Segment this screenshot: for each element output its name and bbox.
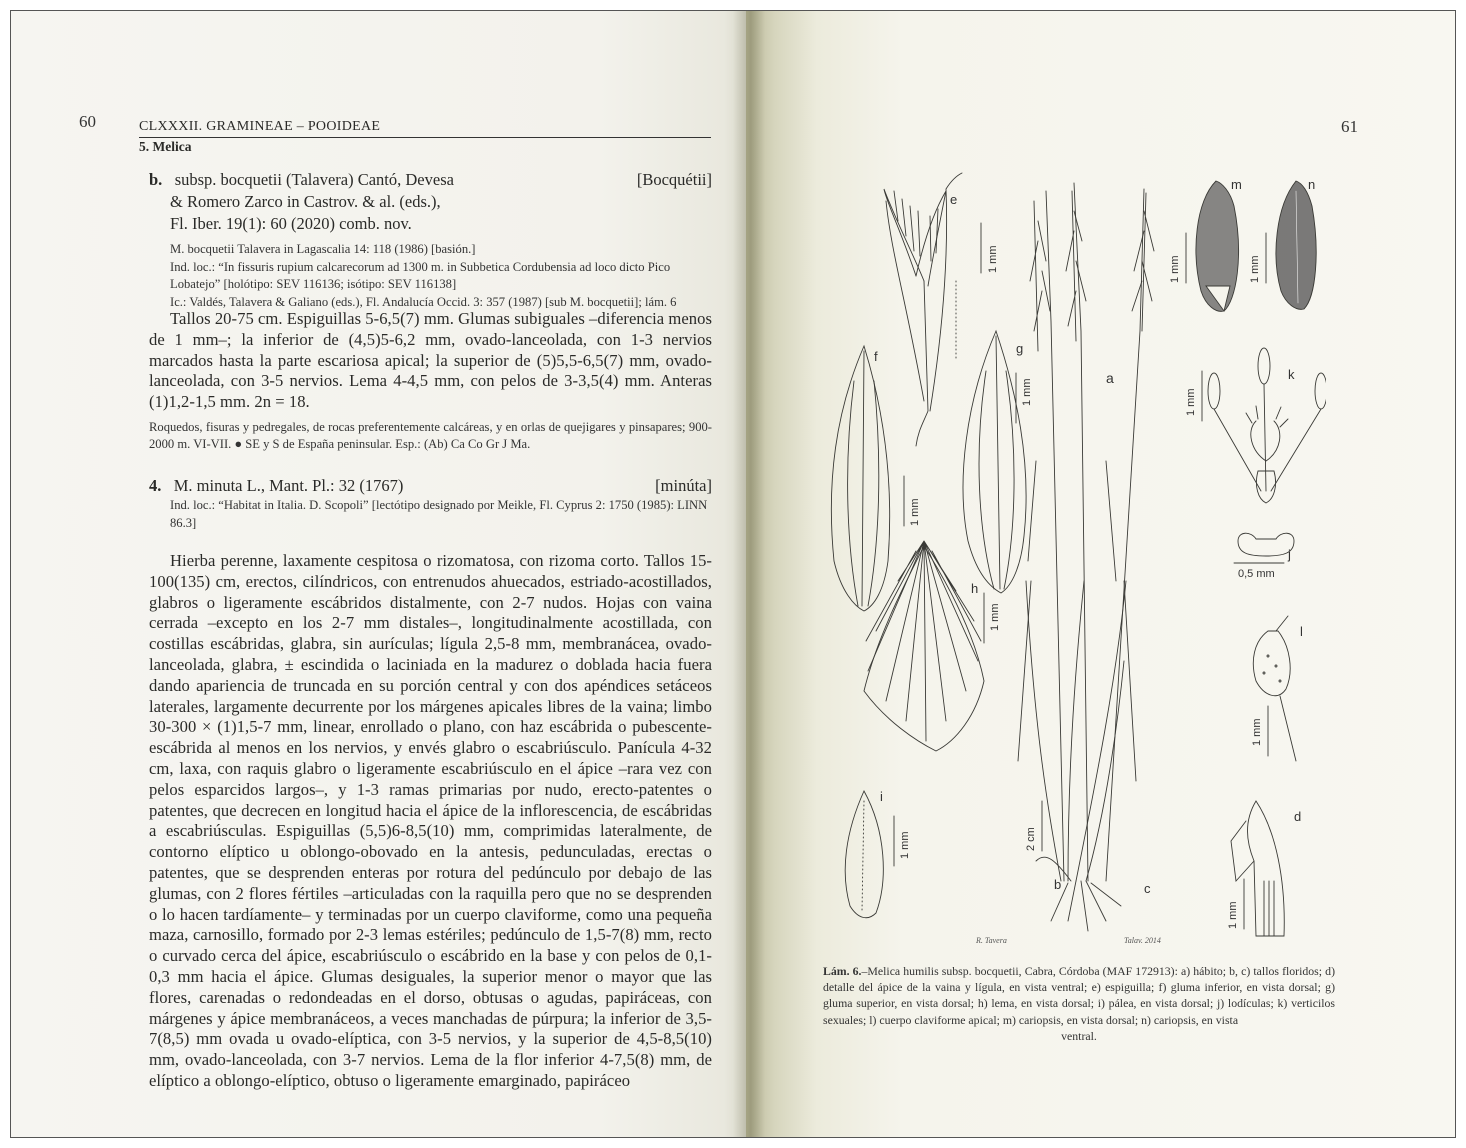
figure-m-caryopsis	[1196, 181, 1239, 311]
figure-label-c: c	[1144, 881, 1151, 896]
taxon-heading	[149, 169, 712, 191]
caption-text: –Melica humilis subsp. bocquetii, Cabra, Córdoba (MAF 172913): a) hábito; b, c) tallos floridos; d) detalle del ápice de la vaina y lígula, en vista ventral; e) espiguilla; f) gluma inferior, en vista dorsal; g) gluma superior, en vista dorsal; h) lema, en vista dorsal; i) pálea, en vista dorsal; j) lodículas; k) verticilos sexuales; l) cuerpo claviforme apical; m) cariopsis, en vista dorsal; n) cariopsis, en vista	[823, 964, 1335, 1027]
taxon-authors: & Romero Zarco in Castrov. & al. (eds.),	[170, 192, 441, 211]
figure-label-k: k	[1288, 367, 1295, 382]
scale-label: 1 mm	[1021, 378, 1033, 406]
caption-last-line: ventral.	[1061, 1028, 1097, 1043]
figure-e-spikelet	[884, 173, 962, 446]
figure-label-f: f	[874, 349, 878, 364]
genus-subhead: 5. Melica	[139, 139, 192, 154]
scale-label: 1 mm	[1227, 901, 1239, 929]
taxon-name: M. minuta L., Mant. Pl.: 32 (1767)	[173, 476, 404, 495]
figure-caption	[823, 963, 1335, 1044]
figure-h-lema	[864, 541, 984, 751]
figure-label-b: b	[1054, 877, 1062, 892]
figure-label-m: m	[1231, 177, 1242, 192]
page-number-right: 61	[1341, 117, 1358, 136]
description-paragraph: Tallos 20-75 cm. Espiguillas 5-6,5(7) mm. Glumas subiguales –diferencia menos de 1 mm–; la inferior de (4,5)5-6,2 mm, ovado-lanceolada, con 1-3 nervios marcados hasta la parte escariosa apical; la superior de (5)5,5-6,5(7) mm, ovado-lanceolada, con 3-5 nervios. Lema 4-4,5 mm, con pelos de 3-3,5(4) mm. Anteras (1)1,2-1,5 mm. 2n = 18.	[149, 309, 712, 412]
ecology-paragraph: Roquedos, fisuras y pedregales, de rocas preferentemente calcáreas, y en orlas de quejigares y pinsapares; 900-2000 m. VI-VII. ● SE y S de España peninsular. Esp.: (Ab) Ca Co Gr J Ma.	[149, 419, 712, 451]
subspecies-description	[149, 309, 712, 453]
subspecies-entry	[149, 169, 712, 311]
book-spread	[10, 10, 1456, 1138]
description-paragraph: Hierba perenne, laxamente cespitosa o rizomatosa, con rizoma corto. Tallos 15-100(135) cm, erectos, cilíndricos, con entrenudos ahuecados, estriado-acostillados, glabros o ligeramente escábridos distalmente, con 2-7 nudos. Hojas con vaina cerrada –excepto en los 2-7 mm distales–, longitudinalmente acostillada, con costillas escábridas, glabra, sin aurículas; lígula 2,5-8 mm, membranácea, ovado-lanceolada, glabra, ± escindida o laciniada en la madurez o doblada hacia fuera dando apariencia de truncada en su porción central y con dos apéndices setáceos laterales, largamente decurrente por los márgenes apicales libres de la vaina; limbo 30-300 × (1)1,5-7 mm, linear, enrollado o plano, con haz escábrida o pubescente-escábrida al menos en los nervios, y envés glabro o escabriúsculo. Panícula 4-32 cm, laxa, con raquis glabro o ligeramente escabriúsculo en el ápice –rara vez con pelos esparcidos largos–, y 1-3 ramas primarias por nudo, erecto-patentes o patentes, que decrecen en longitud hacia el ápice de la inflorescencia, de escábridas a escabriúsculas. Espiguillas (5,5)6-8,5(10) mm, comprimidas lateralmente, de contorno elíptico u oblongo-obovado en la antesis, pedunculadas, erectas o patentes, que se desprenden enteras por rotura del pedúnculo por debajo de las glumas, con 2 flores fértiles –articuladas con la raquilla pero que no se desprenden o lo hacen tardíamente– y terminadas por un cuerpo claviforme, como una pequeña maza, carnosillo, formado por 2-3 lemas estériles; pedúnculo de 1,5-7(8) mm, recto o curvado cerca del ápice, escabriúsculo o escábrido en la base y con pelos de 0,1-0,3 mm hacia el ápice. Glumas desiguales, la superior menor o mayor que las flores, carenadas o redondeadas en el dorso, obtusas o agudas, papiráceas, con márgenes y ápice membranáceos, a veces manchadas de púrpura; la inferior de 3,5-7(8,5) mm ovada u ovado-elíptica, con 3-5 nervios, y la superior de 4,5-8,5(10) mm, ovado-lanceolada, con 3-7 nervios. Lema de la flor inferior 4-7,5(8) mm, de elíptico a oblongo-elíptico, obtuso o ligeramente emarginado, papiráceo	[149, 551, 712, 1090]
scale-label: 1 mm	[989, 603, 1001, 631]
left-page	[11, 11, 746, 1137]
figure-label-i: i	[880, 789, 883, 804]
page-number-left: 60	[79, 112, 96, 131]
scale-label: 2 cm	[1025, 827, 1037, 851]
figure-a-habit	[1018, 183, 1154, 931]
type-locality: Ind. loc.: “In fissuris rupium calcarecorum ad 1300 m. in Subbetica Cordubensia ad loco dicto Pico Lobatejo” [holótipo: SEV 116136; isótipo: SEV 116138]	[170, 259, 671, 291]
figure-i-palea	[845, 791, 883, 918]
basionym-ref: M. bocquetii Talavera in Lagascalia 14: 118 (1986) [basión.]	[170, 242, 476, 256]
figure-label-a: a	[1106, 370, 1114, 386]
running-head: CLXXXII. GRAMINEAE – POOIDEAE	[139, 117, 711, 138]
scale-label: 1 mm	[1185, 388, 1197, 416]
figure-label-h: h	[971, 581, 979, 596]
iconography-ref: Ic.: Valdés, Talavera & Galiano (eds.), Fl. Andalucía Occid. 3: 357 (1987) [sub M. bocquetii]; lám. 6	[170, 294, 677, 309]
etymology: [minúta]	[655, 476, 712, 495]
scale-label: 1 mm	[1251, 718, 1263, 746]
scale-label: 0,5 mm	[1238, 568, 1275, 580]
scale-label: 1 mm	[1249, 255, 1261, 283]
figure-label-j: j	[1288, 547, 1291, 562]
illustrator-signature: R. Tavera	[976, 936, 1007, 945]
figure-label-d: d	[1294, 809, 1302, 824]
taxon-heading	[149, 475, 712, 497]
type-locality: Ind. loc.: “Habitat in Italia. D. Scopoli” [lectótipo designado por Meikle, Fl. Cyprus 2: 1750 (1985): LINN 86.3]	[170, 498, 708, 530]
illustrator-signature: Talav. 2014	[1124, 936, 1161, 945]
taxon-publication: Fl. Iber. 19(1): 60 (2020) comb. nov.	[170, 214, 412, 233]
scale-label: 1 mm	[1169, 255, 1181, 283]
scale-label: 1 mm	[909, 498, 921, 526]
entry-marker: b.	[149, 170, 163, 189]
figure-j-lodicules	[1234, 533, 1294, 563]
caption-title: Lám. 6.	[823, 964, 862, 978]
scale-label: 1 mm	[987, 245, 999, 273]
scale-label: 1 mm	[899, 831, 911, 859]
entry-marker: 4.	[149, 476, 162, 495]
figure-g-glume	[963, 331, 1026, 593]
species-entry	[149, 475, 712, 532]
figure-f-glume	[831, 346, 889, 611]
gutter-shadow	[733, 11, 765, 1137]
figure-label-l: l	[1300, 624, 1303, 639]
figure-k-whorls	[1208, 348, 1326, 503]
figure-label-n: n	[1308, 177, 1316, 192]
figure-label-g: g	[1016, 341, 1024, 356]
figure-label-e: e	[950, 192, 958, 207]
species-description	[149, 551, 712, 1092]
botanical-illustration	[806, 161, 1326, 946]
figure-n-caryopsis	[1276, 181, 1316, 309]
taxon-name: subsp. bocquetii (Talavera) Cantó, Devesa	[174, 170, 454, 189]
etymology: [Bocquétii]	[636, 170, 712, 189]
